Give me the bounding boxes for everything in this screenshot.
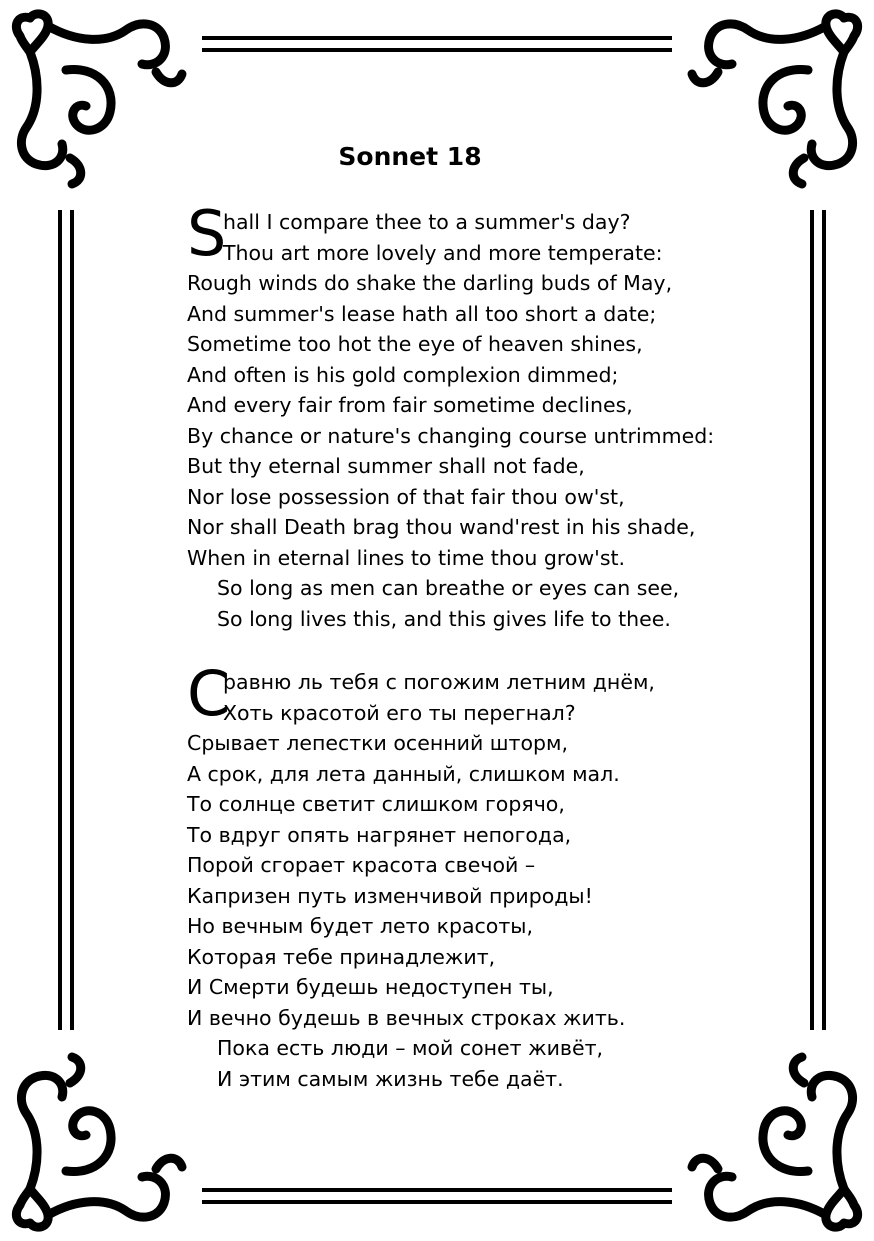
poem-line: Nor lose possession of that fair thou ow'st, bbox=[187, 484, 625, 509]
poem-line: And every fair from fair sometime declines, bbox=[187, 393, 633, 417]
drop-cap: С bbox=[187, 657, 231, 730]
drop-cap: S bbox=[187, 197, 227, 270]
poem-line: А срок, для лета данный, слишком мал. bbox=[187, 761, 620, 786]
poem-line: When in eternal lines to time thou grow'st. bbox=[187, 545, 626, 570]
poem-line: Срывает лепестки осенний шторм, bbox=[187, 731, 569, 755]
poem-line: Которая тебе принадлежит, bbox=[187, 944, 496, 969]
russian-sonnet bbox=[187, 657, 747, 1094]
couplet-line: Пока есть люди – мой сонет живёт, bbox=[217, 1036, 604, 1060]
couplet-line: So long as men can breathe or eyes can see, bbox=[217, 576, 680, 600]
poem-line: And summer's lease hath all too short a date; bbox=[187, 301, 657, 326]
poem-line: But thy eternal summer shall not fade, bbox=[187, 454, 585, 478]
poem-line: Thou art more lovely and more temperate: bbox=[223, 240, 663, 265]
poem-line-text: hall I compare thee to a summer's day? bbox=[223, 210, 631, 234]
poem-line: Хоть красотой его ты перегнал? bbox=[223, 700, 576, 725]
poem-line: Sometime too hot the eye of heaven shines, bbox=[187, 332, 643, 356]
corner-flourish-bottom-left bbox=[16, 1057, 182, 1227]
poem-line: Nor shall Death brag thou wand'rest in his shade, bbox=[187, 515, 696, 539]
poem-line-text: равню ль тебя с погожим летним днём, bbox=[223, 670, 655, 694]
poem-line: Rough winds do shake the darling buds of May, bbox=[187, 271, 673, 295]
poem-line: By chance or nature's changing course untrimmed: bbox=[187, 423, 715, 448]
page-title: Sonnet 18 bbox=[338, 142, 482, 171]
couplet-line: So long lives this, and this gives life to thee. bbox=[217, 606, 671, 631]
poem-line: То вдруг опять нагрянет непогода, bbox=[187, 822, 572, 847]
poem-line: And often is his gold complexion dimmed; bbox=[187, 362, 619, 387]
poem-line: И Смерти будешь недоступен ты, bbox=[187, 975, 554, 999]
poem-line: Порой сгорает красота свечой – bbox=[187, 853, 536, 877]
english-sonnet bbox=[187, 197, 747, 634]
poem-line: Капризен путь изменчивой природы! bbox=[187, 883, 593, 908]
couplet-line: И этим самым жизнь тебе даёт. bbox=[217, 1066, 564, 1091]
poem-line: То солнце светит слишком горячо, bbox=[187, 792, 565, 816]
poem-line: И вечно будешь в вечных строках жить. bbox=[187, 1005, 626, 1030]
poem-line: Но вечным будет лето красоты, bbox=[187, 914, 533, 938]
